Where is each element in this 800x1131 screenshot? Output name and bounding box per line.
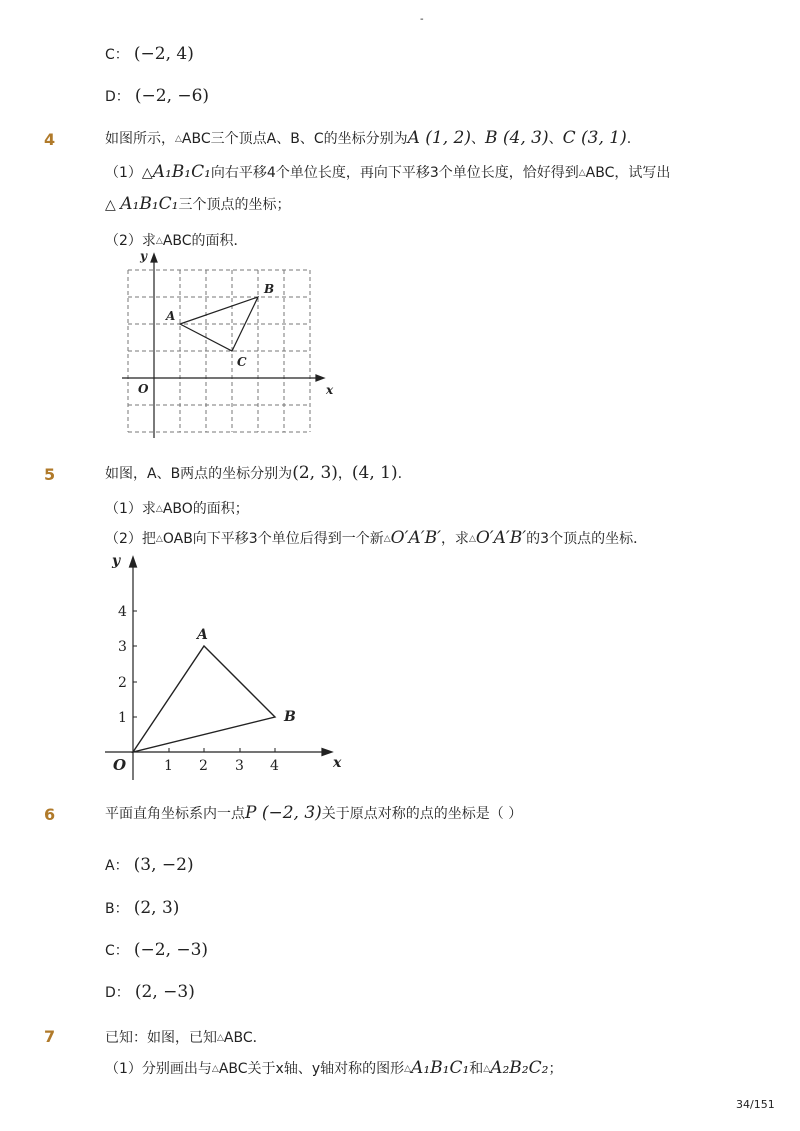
q4-part2	[105, 230, 248, 250]
triangle-oab	[133, 646, 275, 752]
q7-stem-b: ABC．	[223, 1030, 267, 1046]
axis-label-x: x	[333, 755, 342, 771]
q4-part1-a: （1）△	[105, 165, 153, 181]
question-number-6: 6	[44, 805, 56, 824]
triangle-symbol: △	[155, 504, 163, 514]
q5-part2-a: （2）把	[105, 531, 156, 547]
q6-option-a[interactable]	[105, 855, 194, 875]
vertex-label-a: A	[197, 627, 208, 643]
origin-label: O	[113, 756, 127, 774]
option-label: C：	[105, 47, 129, 63]
option-label: D：	[105, 985, 130, 1001]
q5-part1-a: （1）求	[105, 501, 156, 517]
option-value: (2, 3)	[133, 898, 180, 918]
stem-end: .	[397, 466, 403, 482]
q6-option-b[interactable]	[105, 898, 179, 918]
x-axis-arrow	[316, 375, 324, 381]
top-mark: -	[420, 14, 424, 25]
q4-part2-b: ABC的面积．	[162, 233, 248, 249]
q7-stem-a: 已知：如图，已知	[105, 1030, 217, 1046]
vertex-label-b: B	[264, 282, 275, 296]
axis-label-y: y	[112, 553, 121, 569]
q5-part2-d: 的3个顶点的坐标．	[526, 531, 648, 547]
sep: 、	[470, 131, 485, 147]
y-axis-arrow	[151, 254, 157, 262]
y-axis-arrow	[130, 557, 137, 567]
axis-label-x: x	[326, 383, 334, 397]
prev-option-d[interactable]	[105, 86, 209, 106]
option-value: (3, −2)	[133, 855, 194, 875]
q5-part2-b: OAB向下平移3个单位后得到一个新	[162, 531, 384, 547]
option-value: (−2, −6)	[134, 86, 210, 106]
triangle-symbol: △	[578, 168, 586, 178]
vertex-label-b: B	[284, 709, 296, 725]
q4-part1-line2	[105, 194, 290, 214]
triangle-symbol: △	[211, 1064, 219, 1074]
q4-part1-b: 向右平移4个单位长度，再向下平移3个单位长度，恰好得到	[210, 165, 579, 181]
option-label: C：	[105, 943, 129, 959]
sep: ，	[337, 466, 352, 482]
x-tick-label: 1	[164, 758, 173, 774]
q5-part2-math-1: O′A′B′	[390, 528, 441, 548]
q4-stem	[105, 128, 631, 148]
q7-part1-math-2: A₂B₂C₂	[490, 1058, 549, 1078]
triangle-symbol: △	[383, 534, 391, 544]
sep: 、	[548, 131, 563, 147]
q7-part1-a: （1）分别画出与	[105, 1061, 212, 1077]
q5-part2-math-2: O′A′B′	[475, 528, 527, 548]
question-number-4: 4	[44, 130, 56, 149]
triangle-symbol: △	[155, 236, 163, 246]
q6-stem-b: 关于原点对称的点的坐标是（ ）	[321, 806, 523, 822]
point-a: A (1, 2)	[407, 128, 471, 148]
point-b: B (4, 3)	[484, 128, 549, 148]
triangle-symbol: △	[483, 1064, 491, 1074]
question-number-5: 5	[44, 465, 56, 484]
option-value: (−2, −3)	[133, 940, 209, 960]
q5-part1-b: ABO的面积；	[162, 501, 249, 517]
y-tick-label: 1	[118, 710, 127, 726]
q5-figure	[100, 545, 360, 785]
q4-figure-grid	[118, 248, 340, 440]
q4-part1-math: A₁B₁C₁	[152, 162, 211, 182]
q7-part1	[105, 1058, 562, 1078]
q6-stem-a: 平面直角坐标系内一点	[105, 806, 245, 822]
q6-stem	[105, 803, 522, 823]
option-label: D：	[105, 89, 130, 105]
option-value: (−2, 4)	[133, 44, 194, 64]
origin-label: O	[138, 382, 149, 396]
q6-option-c[interactable]	[105, 940, 208, 960]
vertex-label-a: A	[166, 309, 176, 323]
q4-part1-c: ABC，试写出	[585, 165, 671, 181]
x-axis-arrow	[322, 749, 332, 756]
vertex-label-c: C	[237, 355, 247, 369]
axis-label-y: y	[140, 249, 147, 263]
q7-part1-b: ABC关于x轴、y轴对称的图形	[218, 1061, 405, 1077]
triangle-symbol: △	[217, 1033, 224, 1043]
x-tick-label: 4	[270, 758, 279, 774]
q5-point-1: (2, 3)	[292, 463, 338, 483]
triangle-symbol: △	[175, 134, 182, 144]
triangle-symbol: △	[404, 1064, 412, 1074]
q7-part1-d: ；	[548, 1061, 563, 1077]
triangle-symbol: △	[468, 534, 476, 544]
q4-stem-prefix: 如图所示，	[105, 131, 175, 147]
option-value: (2, −3)	[134, 982, 195, 1002]
option-label: B：	[105, 901, 129, 917]
q7-part1-c: 和	[469, 1061, 484, 1077]
q4-stem-abc: ABC三个顶点A、B、C的坐标分别为	[181, 131, 408, 147]
x-tick-label: 3	[235, 758, 244, 774]
point-c: C (3, 1)	[562, 128, 627, 148]
x-tick-label: 2	[199, 758, 208, 774]
prev-option-c[interactable]	[105, 44, 194, 64]
q4-part1-line2-text: 三个顶点的坐标；	[178, 197, 291, 213]
q5-part1	[105, 498, 249, 518]
q5-part2-c: ，求	[440, 531, 469, 547]
q6-point-p: P (−2, 3)	[245, 803, 322, 823]
q5-stem	[105, 463, 402, 483]
page-number: 34/151	[736, 1098, 775, 1111]
y-tick-label: 3	[118, 639, 127, 655]
option-label: A：	[105, 858, 129, 874]
y-tick-label: 2	[118, 675, 127, 691]
q6-option-d[interactable]	[105, 982, 195, 1002]
q4-part1-line2-math: A₁B₁C₁	[120, 194, 179, 214]
q7-stem	[105, 1027, 267, 1047]
q5-point-2: (4, 1)	[351, 463, 398, 483]
triangle-symbol: △	[155, 534, 163, 544]
q5-stem-a: 如图，A、B两点的坐标分别为	[105, 466, 293, 482]
q4-part1	[105, 162, 670, 182]
y-tick-label: 4	[118, 604, 127, 620]
question-number-7: 7	[44, 1027, 56, 1046]
q4-part2-a: （2）求	[105, 233, 156, 249]
triangle-symbol: △	[105, 197, 116, 213]
stem-end: .	[626, 131, 632, 147]
q7-part1-math-1: A₁B₁C₁	[411, 1058, 470, 1078]
